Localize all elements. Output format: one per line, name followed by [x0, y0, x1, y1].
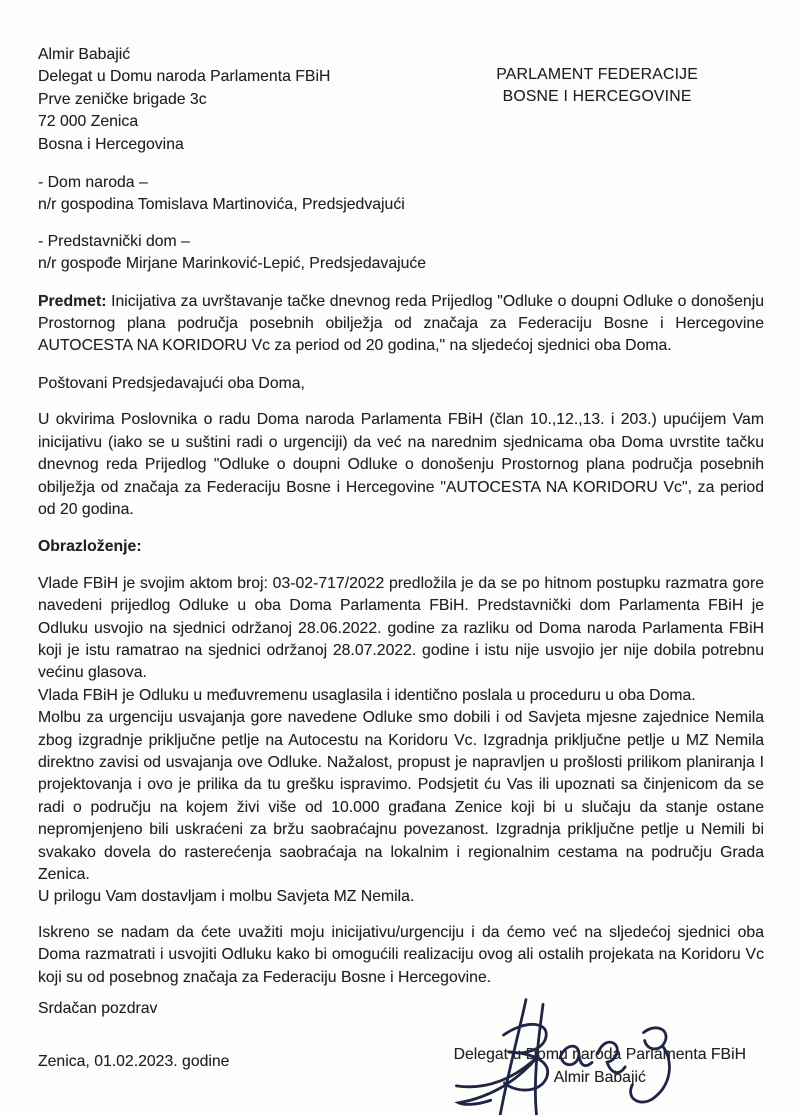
signature-ink-icon	[447, 994, 677, 1115]
parliament-header-line2: BOSNE I HERCEGOVINE	[502, 88, 692, 106]
sender-role: Delegat u Domu naroda Parlamenta FBiH	[38, 68, 331, 86]
explanation-paragraph-3: Molbu za urgenciju usvajanja gore navedene Odluke smo dobili i od Savjeta mjesne zajednice Nemila zbog izgradnje priključne petlje na Autocestu na Koridoru Vc. Izgradnja priključne petlje u MZ Nemila direktno zavisi od usvajanja ove Odluke. Nažalost, propust je napravljen u prošlosti prilikom planiranja I projektovanja i ovo je prilika da tu grešku ispravimo. Podsjetit ću Vas ili upoznati sa činjenicom da se radi o području na kojem živi više od 10.000 građana Zenice koji bi u slučaju da stanje ostane nepromjenjeno bili uskraćeni za bržu saobraćajnu povezanost. Izgradnja priključne petlje u Nemili bi svakako dovela do rasterećenja saobraćaja na lokalnim i regionalnim cestama na području Grada Zenica.	[38, 709, 764, 883]
hope-paragraph: Iskreno se nadam da ćete uvažiti moju inicijativu/urgenciju i da ćemo već na sljedećoj sjednici oba Doma razmatrati i usvojiti Odluku kako bi omogućili realizaciju ovog ali ostalih projekata na Koridoru Vc koji su od posebnog značaja za Federaciju Bosne i Hercegovine.	[38, 923, 764, 986]
letter-header	[38, 44, 764, 156]
addressee-title: - Predstavnički dom –	[38, 232, 190, 250]
addressee-attn: n/r gospođe Mirjane Marinković-Lepić, Predsjedavajuće	[38, 255, 427, 273]
subject-paragraph	[38, 291, 764, 358]
subject-label: Predmet:	[38, 292, 107, 310]
addressee-attn: n/r gospodina Tomislava Martinovića, Predsjedvajući	[38, 196, 405, 214]
addressee-predstavnicki-dom	[38, 231, 764, 276]
subject-text: Inicijativa za uvrštavanje tačke dnevnog reda Prijedlog "Odluke o doupni Odluke o donošenju Prostornog plana područja posebnih obilježja od značaja za Federaciju Bosne i Hercegovine AUTOCESTA NA KORIDORU Vc za period od 20 godina," na sljedećoj sjednici oba Doma.	[38, 292, 764, 355]
explanation-paragraph-1: Vlade FBiH je svojim aktom broj: 03-02-717/2022 predložila je da se po hitnom postupku razmatra gore navedeni prijedlog Odluke u oba Doma Parlamenta FBiH. Predstavnički dom Parlamenta FBiH je Odluku usvojio na sjednici održanoj 28.06.2022. godine za razliku od Doma naroda Parlamenta FBiH koji je istu ramatrao na sjednici održanoj 28.07.2022. godine i istu nije usvojio jer nije dobila potrebnu većinu glasova.	[38, 574, 764, 682]
explanation-paragraph-2: Vlada FBiH je Odluku u međuvremenu usaglasila i identično poslala u proceduru u oba Doma.	[38, 686, 696, 704]
addressee-title: - Dom naroda –	[38, 174, 148, 192]
intro-paragraph: U okvirima Poslovnika o radu Doma naroda Parlamenta FBiH (član 10.,12.,13. i 203.) upućijem Vam inicijativu (iako se u suštini radi o urgenciji) da već na narednim sjednicama oba Doma uvrstite tačku dnevnog reda Prijedlog "Odluke o doupni Odluke o donošenju Prostornog plana područja posebnih obilježja od značaja za Federaciju Bosne i Hercegovine "AUTOCESTA NA KORIDORU Vc", za period od 20 godina.	[38, 411, 764, 518]
closing-salutation: Srdačan pozdrav	[38, 1000, 158, 1018]
section-heading-obrazlozenje: Obrazloženje:	[38, 538, 142, 556]
signee-name: Almir Babajić	[553, 1068, 646, 1086]
explanation-paragraph-4: U prilogu Vam dostavljam i molbu Savjeta MZ Nemila.	[38, 888, 415, 906]
sender-name: Almir Babajić	[38, 46, 131, 63]
parliament-header-block	[496, 64, 698, 109]
addressee-dom-naroda	[38, 172, 764, 217]
place-date: Zenica, 01.02.2023. godine	[38, 1053, 230, 1071]
sender-address-block	[38, 44, 330, 156]
explanation-section	[38, 573, 764, 909]
sender-street: Prve zeničke brigade 3c	[38, 90, 207, 108]
signee-title: Delegat u Domu naroda Parlamenta FBiH	[453, 1046, 746, 1064]
sender-city: 72 000 Zenica	[38, 113, 139, 131]
salutation: Poštovani Predsjedavajući oba Doma,	[38, 374, 305, 392]
sender-country: Bosna i Hercegovina	[38, 135, 184, 153]
parliament-header-line1: PARLAMENT FEDERACIJE	[496, 66, 698, 83]
